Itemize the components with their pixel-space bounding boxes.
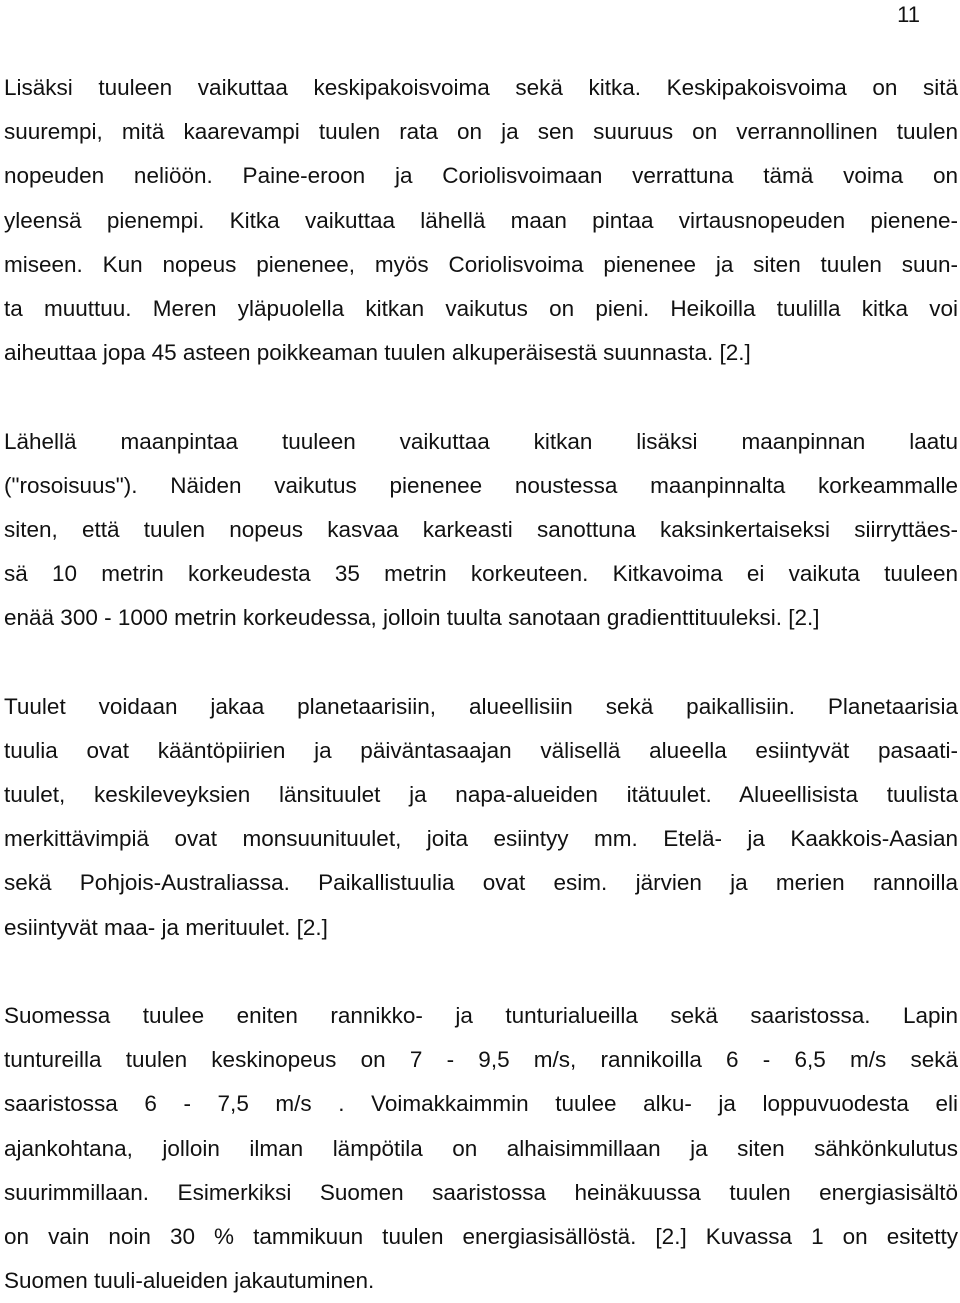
text-line: Lisäksi tuuleen vaikuttaa keskipakoisvoima sekä kitka. Keskipakoisvoima on sitä: [4, 75, 958, 100]
paragraph-gap: [4, 375, 958, 419]
paragraph-gap: [4, 950, 958, 994]
text-line: enää 300 - 1000 metrin korkeudessa, jolloin tuulta sanotaan gradienttituuleksi. [2.]: [4, 605, 820, 631]
text-line: tuntureilla tuulen keskinopeus on 7 - 9,5 m/s, rannikoilla 6 - 6,5 m/s sekä: [4, 1047, 958, 1073]
text-line: ajankohtana, jolloin ilman lämpötila on alhaisimmillaan ja siten sähkönkulutus: [4, 1135, 958, 1161]
paragraph: [4, 420, 958, 641]
text-line: esiintyvät maa- ja merituulet. [2.]: [4, 914, 328, 940]
text-line: Lähellä maanpintaa tuuleen vaikuttaa kitkan lisäksi maanpinnan laatu: [4, 428, 958, 454]
text-line: yleensä pienempi. Kitka vaikuttaa lähellä maan pintaa virtausnopeuden pienene-: [4, 207, 958, 233]
text-line: sä 10 metrin korkeudesta 35 metrin korkeuteen. Kitkavoima ei vaikuta tuuleen: [4, 561, 958, 587]
text-line: suurimmillaan. Esimerkiksi Suomen saaristossa heinäkuussa tuulen energiasisältö: [4, 1179, 958, 1205]
text-line: Suomessa tuulee eniten rannikko- ja tunturialueilla sekä saaristossa. Lapin: [4, 1002, 958, 1028]
paragraph: [4, 685, 958, 950]
text-line: tuulia ovat kääntöpiirien ja päiväntasaajan välisellä alueella esiintyvät pasaati-: [4, 737, 958, 763]
page-number: 11: [897, 2, 920, 27]
paragraph: [4, 66, 958, 375]
text-line: nopeuden neliöön. Paine-eroon ja Coriolisvoimaan verrattuna tämä voima on: [4, 163, 958, 189]
text-line: sekä Pohjois-Australiassa. Paikallistuulia ovat esim. järvien ja merien rannoilla: [4, 870, 958, 896]
text-line: miseen. Kun nopeus pienenee, myös Coriolisvoima pienenee ja siten tuulen suun-: [4, 251, 958, 277]
text-line: merkittävimpiä ovat monsuunituulet, joita esiintyy mm. Etelä- ja Kaakkois-Aasian: [4, 826, 958, 852]
text-line: siten, että tuulen nopeus kasvaa karkeasti sanottuna kaksinkertaiseksi siirryttäes-: [4, 516, 958, 542]
text-line: on vain noin 30 % tammikuun tuulen energiasisällöstä. [2.] Kuvassa 1 on esitetty: [4, 1223, 958, 1249]
text-line: Tuulet voidaan jakaa planetaarisiin, alueellisiin sekä paikallisiin. Planetaarisia: [4, 693, 958, 719]
text-line: Suomen tuuli-alueiden jakautuminen.: [4, 1268, 375, 1294]
text-line: ("rosoisuus"). Näiden vaikutus pienenee noustessa maanpinnalta korkeammalle: [4, 472, 958, 498]
text-line: ta muuttuu. Meren yläpuolella kitkan vaikutus on pieni. Heikoilla tuulilla kitka voi: [4, 295, 958, 321]
paragraph: [4, 994, 958, 1303]
text-line: tuulet, keskileveyksien länsituulet ja napa-alueiden itätuulet. Alueellisista tuulista: [4, 782, 958, 807]
paragraph-gap: [4, 640, 958, 684]
document-body: [4, 66, 958, 1303]
text-line: saaristossa 6 - 7,5 m/s . Voimakkaimmin tuulee alku- ja loppuvuodesta eli: [4, 1091, 958, 1117]
text-line: suurempi, mitä kaarevampi tuulen rata on ja sen suuruus on verrannollinen tuulen: [4, 119, 958, 145]
text-line: aiheuttaa jopa 45 asteen poikkeaman tuulen alkuperäisestä suunnasta. [2.]: [4, 340, 751, 366]
